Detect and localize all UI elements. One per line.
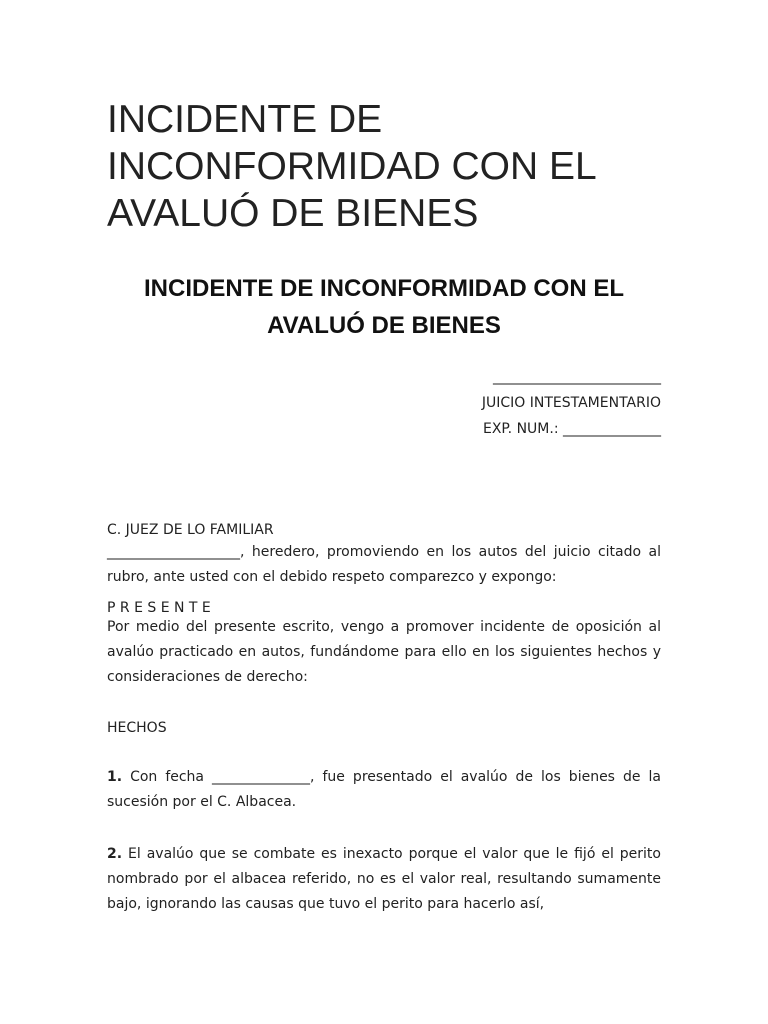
heading-line-2: AVALUÓ DE BIENES	[267, 312, 501, 339]
fact-2-paragraph	[107, 842, 661, 917]
case-blank-line: ________________________	[493, 369, 661, 385]
case-info-block	[482, 364, 661, 442]
fact-2-text: El avalúo que se combate es inexacto porque el valor que le fijó el perito nombrado por el albacea referido, no es el valor real, resultando sumamente bajo, ignorando las causas que tuvo el perito para hacerlo así,	[107, 846, 661, 912]
intro-paragraph: ___________________, heredero, promoviendo en los autos del juicio citado al rubro, ante usted con el debido respeto comparezco y expongo:	[107, 544, 661, 585]
document-main-title: INCIDENTE DE INCONFORMIDAD CON EL AVALUÓ DE BIENES	[107, 98, 596, 235]
document-heading	[100, 270, 668, 344]
purpose-paragraph: Por medio del presente escrito, vengo a promover incidente de oposición al avalúo practicado en autos, fundándome para ello en los siguientes hechos y consideraciones de derecho:	[107, 619, 661, 685]
heading-line-1: INCIDENTE DE INCONFORMIDAD CON EL	[144, 275, 624, 302]
fact-1-number: 1.	[107, 769, 123, 785]
fact-1-paragraph	[107, 765, 661, 815]
fact-1-text: Con fecha ______________, fue presentado el avalúo de los bienes de la sucesión por el C. Albacea.	[107, 769, 661, 810]
hechos-heading: HECHOS	[107, 720, 167, 736]
fact-2-number: 2.	[107, 846, 123, 862]
case-type: JUICIO INTESTAMENTARIO	[481, 395, 661, 411]
addressee-judge: C. JUEZ DE LO FAMILIAR	[107, 522, 274, 538]
addressee-presente: P R E S E N T E	[107, 600, 211, 616]
case-file-number: EXP. NUM.: ______________	[482, 421, 661, 437]
